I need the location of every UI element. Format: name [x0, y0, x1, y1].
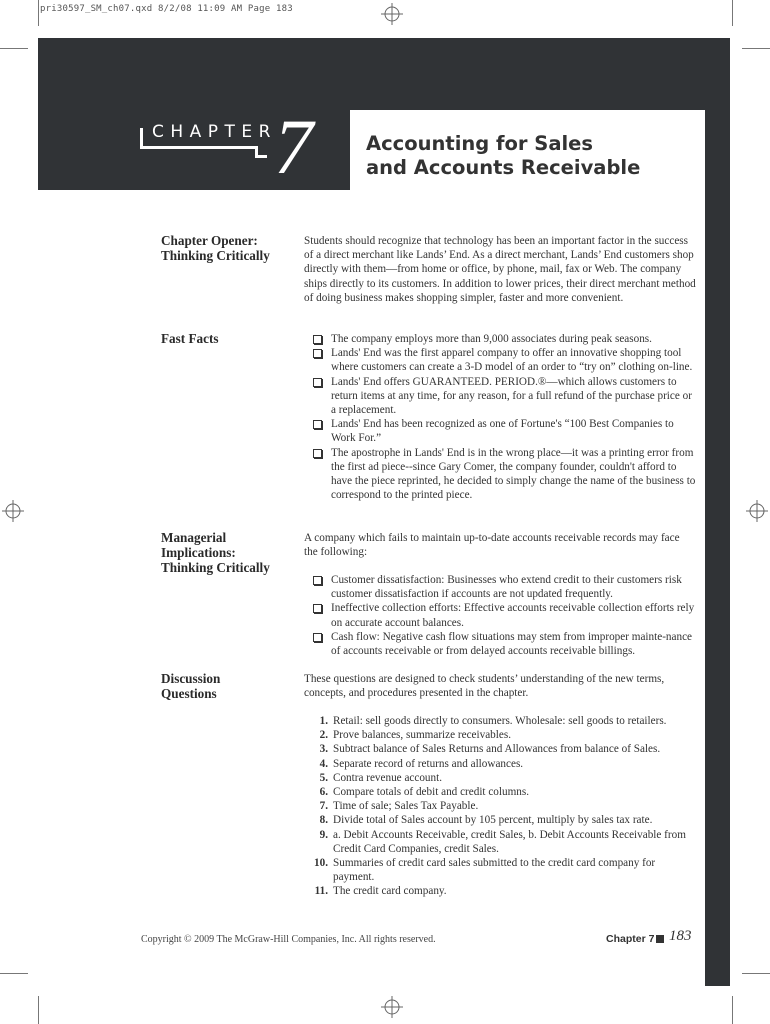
crop-mark [732, 996, 733, 1024]
question-item [304, 856, 696, 884]
list-item-text: The company employs more than 9,000 associates during peak seasons. [331, 333, 652, 345]
list-item-text: Cash flow: Negative cash flow situations may stem from improper mainte-nance of accounts receivable or from delayed accounts receivable billings. [331, 630, 693, 658]
checkbox-bullet-icon [313, 633, 322, 642]
page-number: 183 [669, 928, 692, 944]
section-heading-fast-facts: Fast Facts [161, 331, 219, 346]
checkbox-bullet-icon [313, 349, 322, 358]
question-number: 8. [319, 814, 328, 827]
question-text: Contra revenue account. [333, 771, 443, 784]
question-item [304, 714, 696, 728]
heading-line: Thinking Critically [161, 248, 270, 263]
heading-line: Chapter Opener: [161, 233, 258, 248]
registration-mark-icon [746, 500, 768, 522]
question-item [304, 884, 696, 898]
question-number: 4. [319, 757, 328, 770]
list-item [313, 346, 696, 374]
section-heading-discussion [161, 671, 291, 701]
list-item [313, 601, 696, 629]
question-item [304, 771, 696, 785]
crop-mark [732, 0, 733, 26]
question-number: 7. [319, 800, 328, 813]
managerial-intro: A company which fails to maintain up-to-date accounts receivable records may face the following: [304, 532, 680, 559]
chapter-label-rule [255, 155, 267, 158]
section-heading-opener [161, 233, 291, 263]
question-number: 3. [319, 743, 328, 756]
page-side-band [705, 38, 730, 986]
question-text: Separate record of returns and allowances. [333, 757, 524, 770]
checkbox-bullet-icon [313, 604, 322, 613]
checkbox-bullet-icon [313, 449, 322, 458]
chapter-title-line: Accounting for Sales [366, 132, 594, 155]
question-text: a. Debit Accounts Receivable, credit Sales, b. Debit Accounts Receivable from Credit Card Companies, credit Sales. [333, 828, 686, 855]
discussion-list [304, 714, 696, 899]
question-text: Time of sale; Sales Tax Payable. [333, 800, 479, 813]
question-text: Compare totals of debit and credit columns. [333, 786, 530, 799]
crop-mark [0, 973, 28, 974]
chapter-label: CHAPTER [152, 122, 277, 142]
heading-line: Managerial [161, 530, 227, 545]
registration-mark-icon [381, 3, 403, 25]
fast-facts-list [313, 332, 696, 502]
crop-mark [0, 48, 28, 49]
printer-slug: pri30597_SM_ch07.qxd 8/2/08 11:09 AM Page 183 [40, 4, 293, 14]
checkbox-bullet-icon [313, 420, 322, 429]
checkbox-bullet-icon [313, 335, 322, 344]
question-item [304, 742, 696, 756]
heading-line: Thinking Critically [161, 560, 270, 575]
question-item [304, 799, 696, 813]
list-item-text: Lands' End has been recognized as one of Fortune's “100 Best Companies to Work For.” [331, 418, 674, 445]
crop-mark [742, 973, 770, 974]
question-item [304, 828, 696, 856]
heading-line: Questions [161, 686, 217, 701]
list-item [313, 630, 696, 658]
question-item [304, 813, 696, 827]
registration-mark-icon [2, 500, 24, 522]
question-item [304, 757, 696, 771]
section-heading-managerial [161, 530, 291, 575]
registration-mark-icon [381, 996, 403, 1018]
question-number: 9. [319, 828, 328, 841]
crop-mark [38, 0, 39, 26]
heading-line: Discussion [161, 671, 221, 686]
list-item [313, 332, 696, 346]
question-item [304, 785, 696, 799]
question-item [304, 728, 696, 742]
chapter-number: 7 [274, 103, 313, 190]
question-text: Retail: sell goods directly to consumers. Wholesale: sell goods to retailers. [333, 715, 667, 727]
question-text: Subtract balance of Sales Returns and Allowances from balance of Sales. [333, 743, 661, 756]
crop-mark [38, 996, 39, 1024]
question-number: 6. [319, 786, 328, 799]
list-item [313, 573, 696, 601]
list-item-text: Ineffective collection efforts: Effective accounts receivable collection efforts rely on accurate account balances. [331, 602, 695, 629]
checkbox-bullet-icon [313, 378, 322, 387]
managerial-list [313, 573, 696, 658]
question-number: 5. [319, 771, 328, 784]
checkbox-bullet-icon [313, 576, 322, 585]
question-number: 10. [314, 857, 328, 870]
copyright-notice: Copyright © 2009 The McGraw-Hill Companies, Inc. All rights reserved. [141, 934, 436, 945]
question-number: 2. [319, 729, 328, 742]
list-item [313, 375, 696, 418]
chapter-title-line: and Accounts Receivable [366, 156, 641, 179]
footer-square-icon [656, 935, 664, 943]
crop-mark [742, 48, 770, 49]
chapter-label-rule [140, 146, 258, 149]
discussion-intro: These questions are designed to check students’ understanding of the new terms, concepts, and procedures presented in the chapter. [304, 673, 665, 700]
list-item-text: The apostrophe in Lands' End is in the wrong place—it was a printing error from the first ad piece--since Gary Comer, the company founder, couldn't afford to have the piece reprinted, he decided to simply change the name of the business to correspond to the printed piece. [331, 446, 696, 502]
list-item-text: Customer dissatisfaction: Businesses who extend credit to their customers risk customer dissatisfaction if accounts are not updated frequently. [331, 574, 682, 601]
list-item-text: Lands' End was the first apparel company to offer an innovative shopping tool where customers can create a 3-D model of an order to “try on” clothing on-line. [331, 347, 693, 374]
chapter-title [366, 132, 701, 180]
question-text: Summaries of credit card sales submitted to the credit card company for payment. [333, 857, 656, 884]
list-item [313, 446, 696, 503]
question-number: 1. [319, 715, 328, 727]
list-item-text: Lands' End offers GUARANTEED. PERIOD.®—which allows customers to return items at any time, for any reason, for a full refund of the purchase price or a replacement. [331, 375, 692, 417]
question-text: Prove balances, summarize receivables. [333, 729, 511, 742]
list-item [313, 417, 696, 445]
question-number: 11. [314, 885, 328, 898]
heading-line: Implications: [161, 545, 236, 560]
chapter-label-rule [140, 128, 143, 149]
question-text: The credit card company. [333, 885, 447, 898]
question-text: Divide total of Sales account by 105 percent, multiply by sales tax rate. [333, 814, 653, 827]
opener-paragraph: Students should recognize that technology has been an important factor in the success of a direct merchant like Lands’ End. As a direct merchant, Lands’ End customers shop directly with them—from home or office, by phone, mail, fax or Web. The company ships directly to its customers. In addition to lower prices, their direct merchant method of doing business makes shopping simpler, faster and more convenient. [304, 235, 696, 304]
footer-chapter-label: Chapter 7 [606, 933, 655, 945]
